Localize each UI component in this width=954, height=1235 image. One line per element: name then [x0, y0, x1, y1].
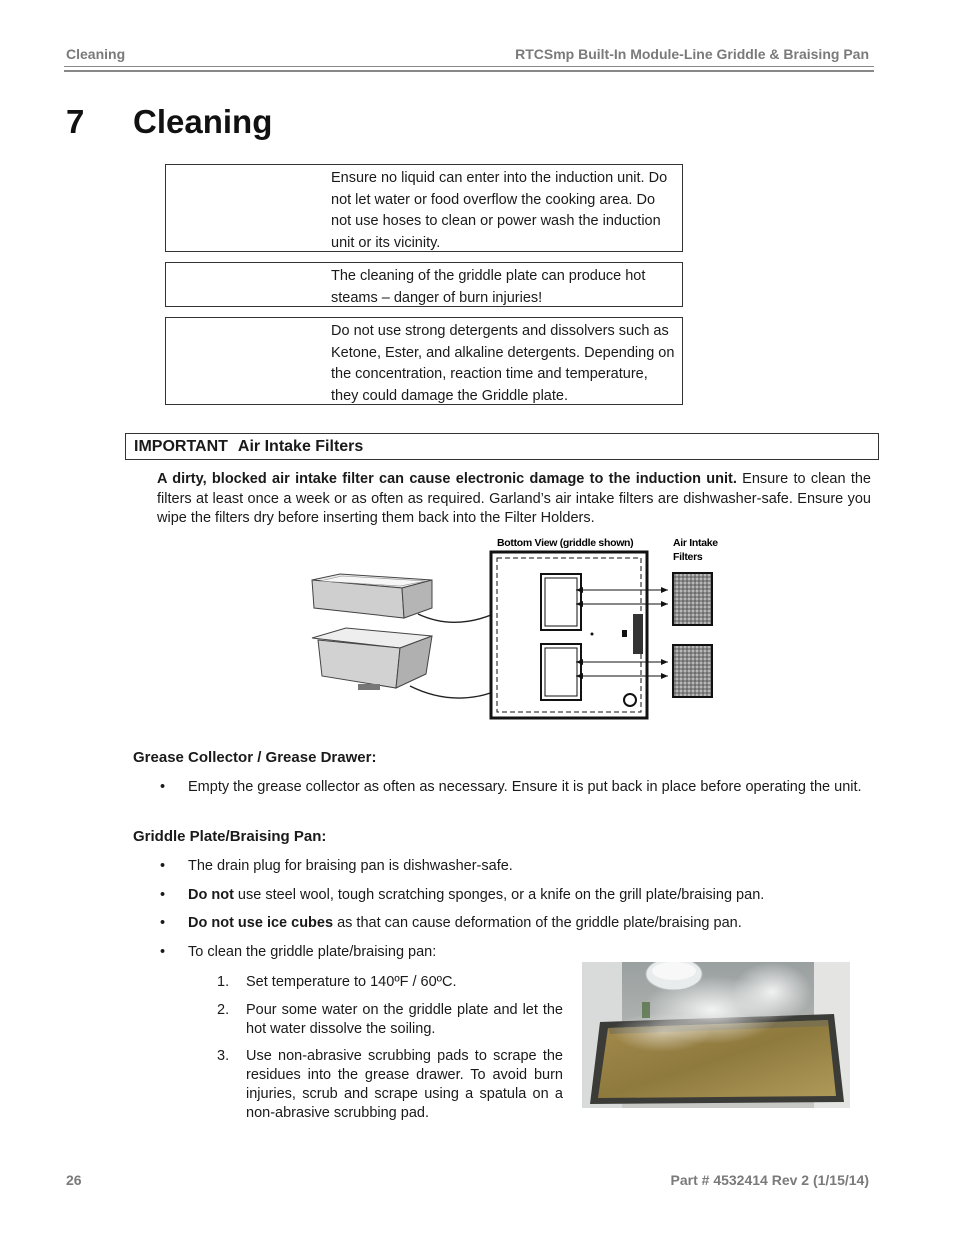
footer-page-number: 26	[66, 1172, 82, 1188]
filter-holder-icon	[312, 574, 432, 618]
air-filter-icon	[673, 645, 712, 697]
bottom-view-label: Bottom View (griddle shown)	[497, 537, 634, 549]
step-text: Pour some water on the griddle plate and let the hot water dissolve the soiling.	[246, 1002, 563, 1037]
header-document-title: RTCSmp Built-In Module-Line Griddle & Braising Pan	[515, 46, 869, 62]
air-filter-icon	[673, 573, 712, 625]
warning-box-steam	[165, 262, 683, 307]
bullet-glyph: •	[160, 779, 166, 795]
warning-text: Ensure no liquid can enter into the induction unit. Do not let water or food overflow the cooking area. Do not use hoses to clean or power wash the induction unit or its vicinity.	[331, 170, 668, 251]
bullet-rest: use steel wool, tough scratching sponges, or a knife on the grill plate/braising pan.	[233, 887, 765, 903]
step-number: 2.	[217, 1002, 230, 1018]
grease-drawer-icon	[312, 628, 432, 690]
chapter-number: 7	[66, 103, 85, 140]
bullet-text	[188, 887, 764, 903]
air-filter-diagram	[300, 534, 730, 724]
unit-bottom-view	[491, 552, 647, 718]
important-banner	[125, 433, 879, 460]
bullet-glyph: •	[160, 887, 166, 903]
griddle-cleaning-photo	[582, 962, 850, 1108]
bullet-rest: as that can cause deformation of the griddle plate/braising pan.	[333, 915, 742, 931]
bullet-text: To clean the griddle plate/braising pan:	[188, 944, 437, 960]
step-number: 1.	[217, 974, 230, 990]
step-number: 3.	[217, 1048, 230, 1064]
header-section-title: Cleaning	[66, 46, 126, 62]
step-text: Use non-abrasive scrubbing pads to scrape the residues into the grease drawer. To avoid burn injuries, scrub and scrape using a spatula on a non-abrasive scrubbing pad.	[246, 1048, 563, 1121]
bullet-emphasis: Do not	[188, 887, 234, 903]
bullet-glyph: •	[160, 915, 166, 931]
filters-label-line1: Air Intake	[673, 537, 718, 549]
warning-text: Do not use strong detergents and dissolvers such as Ketone, Ester, and alkaline detergents. Depending on the concentration, reaction time and temperature, they could damage the Griddle plate.	[331, 323, 675, 404]
grease-heading: Grease Collector / Grease Drawer:	[133, 749, 377, 766]
chapter-title: Cleaning	[133, 103, 273, 140]
bullet-text: The drain plug for braising pan is dishwasher-safe.	[188, 858, 513, 874]
warning-text: The cleaning of the griddle plate can produce hot steams – danger of burn injuries!	[331, 268, 646, 306]
header-rule	[64, 66, 874, 67]
griddle-heading: Griddle Plate/Braising Pan:	[133, 828, 327, 845]
important-title: Air Intake Filters	[237, 438, 364, 455]
step-text: Set temperature to 140ºF / 60ºC.	[246, 974, 457, 990]
important-keyword: IMPORTANT	[134, 438, 228, 455]
bullet-emphasis: Do not use ice cubes	[188, 915, 334, 931]
air-filter-instructions: Ensure to clean the filters at least once a week or as often as required. Garland’s air intake filters are dishwasher-safe. Ensure you wipe the filters dry before inserting them back into the Filter Holders.	[157, 471, 871, 526]
header-rule-thick	[64, 70, 874, 72]
air-filter-paragraph	[157, 470, 871, 529]
warning-box-detergents	[165, 317, 683, 405]
air-filter-warning-bold: A dirty, blocked air intake filter can cause electronic damage to the induction unit.	[157, 471, 737, 487]
bullet-glyph: •	[160, 858, 166, 874]
warning-box-liquid	[165, 164, 683, 252]
bullet-glyph: •	[160, 944, 166, 960]
bullet-text: Empty the grease collector as often as necessary. Ensure it is put back in place before operating the unit.	[188, 779, 862, 795]
bullet-text	[188, 915, 742, 931]
footer-part-number: Part # 4532414 Rev 2 (1/15/14)	[670, 1172, 869, 1188]
filters-label-line2: Filters	[673, 551, 703, 563]
